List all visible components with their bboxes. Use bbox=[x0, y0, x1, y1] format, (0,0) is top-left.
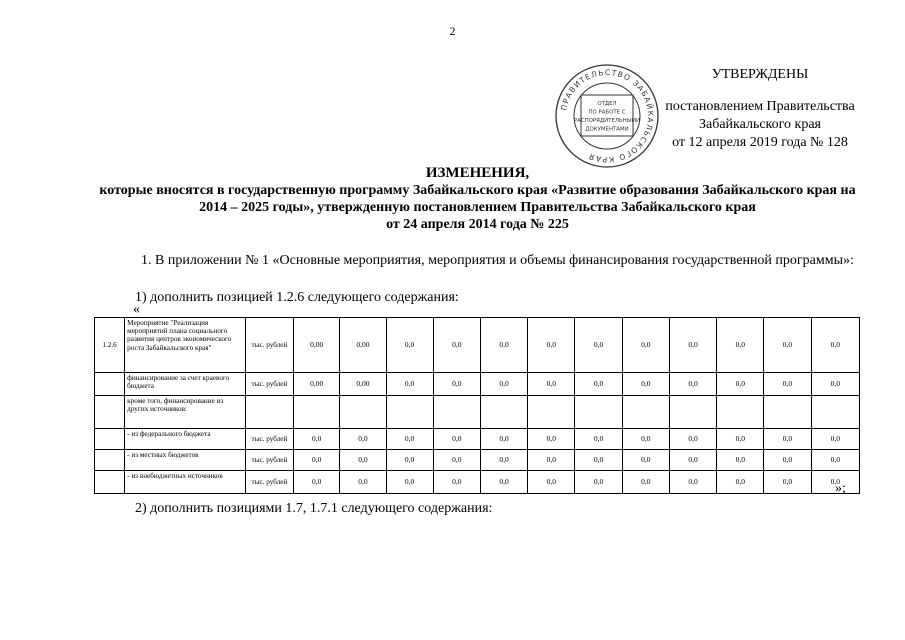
value-cell: 0,0 bbox=[340, 471, 386, 494]
value-cell bbox=[433, 396, 480, 429]
title-line-3: от 24 апреля 2014 года № 225 bbox=[386, 217, 569, 232]
table-row bbox=[95, 396, 860, 429]
stamp-center-line: ПО РАБОТЕ С bbox=[588, 109, 626, 116]
row-code bbox=[95, 450, 125, 471]
value-cell: 0,0 bbox=[669, 318, 716, 373]
stamp-center-line: РАСПОРЯДИТЕЛЬНЫМИ bbox=[573, 118, 641, 124]
value-cell bbox=[669, 396, 716, 429]
paragraph-2: 1) дополнить позицией 1.2.6 следующего содержания: bbox=[135, 290, 459, 305]
row-code bbox=[95, 471, 125, 494]
value-cell: 0,0 bbox=[811, 471, 859, 494]
value-cell: 0,0 bbox=[764, 429, 811, 450]
approval-block bbox=[655, 66, 865, 152]
value-cell: 0,0 bbox=[764, 318, 811, 373]
value-cell: 0,0 bbox=[764, 373, 811, 396]
value-cell: 0,0 bbox=[575, 373, 622, 396]
value-cell bbox=[480, 396, 527, 429]
value-cell: 0,0 bbox=[669, 373, 716, 396]
value-cell: 0,0 bbox=[622, 450, 669, 471]
value-cell: 0,0 bbox=[717, 373, 764, 396]
paragraph-3: 2) дополнить позициями 1.7, 1.7.1 следующего содержания: bbox=[135, 501, 493, 516]
value-cell: 0,0 bbox=[575, 471, 622, 494]
row-name: кроме того, финансирование из других источников: bbox=[125, 396, 246, 429]
value-cell: 0,0 bbox=[717, 471, 764, 494]
official-stamp bbox=[553, 62, 661, 170]
value-cell: 0,0 bbox=[480, 450, 527, 471]
stamp-center-line: ОТДЕЛ bbox=[597, 101, 617, 107]
value-cell: 0,0 bbox=[480, 373, 527, 396]
value-cell: 0,0 bbox=[811, 429, 859, 450]
value-cell: 0,0 bbox=[340, 429, 386, 450]
value-cell: 0,0 bbox=[669, 450, 716, 471]
value-cell: 0,0 bbox=[528, 471, 575, 494]
value-cell bbox=[622, 396, 669, 429]
value-cell: 0,0 bbox=[717, 318, 764, 373]
value-cell: 0,0 bbox=[575, 429, 622, 450]
value-cell: 0,0 bbox=[622, 373, 669, 396]
funding-table bbox=[94, 317, 860, 494]
value-cell bbox=[386, 396, 433, 429]
row-name: Мероприятие "Реализация мероприятий плана социального развития центров экономического роста Забайкальского края" bbox=[125, 318, 246, 373]
open-quote: « bbox=[133, 302, 140, 317]
value-cell: 0,00 bbox=[294, 373, 340, 396]
stamp-center-line: ДОКУМЕНТАМИ bbox=[585, 126, 629, 133]
value-cell bbox=[575, 396, 622, 429]
paragraph-1: 1. В приложении № 1 «Основные мероприятия, мероприятия и объемы финансирования государственной программы»: bbox=[141, 253, 854, 268]
value-cell bbox=[811, 396, 859, 429]
value-cell bbox=[717, 396, 764, 429]
title-line-1: ИЗМЕНЕНИЯ, bbox=[425, 165, 530, 181]
row-code bbox=[95, 396, 125, 429]
value-cell: 0,0 bbox=[386, 471, 433, 494]
value-cell: 0,0 bbox=[622, 471, 669, 494]
value-cell: 0,0 bbox=[669, 429, 716, 450]
table-row bbox=[95, 373, 860, 396]
approval-line-2: Забайкальского края bbox=[698, 117, 821, 132]
table-row bbox=[95, 471, 860, 494]
row-name: - из местных бюджетов bbox=[125, 450, 246, 471]
value-cell bbox=[528, 396, 575, 429]
title-line-2: которые вносятся в государственную программу Забайкальского края «Развитие образования Забайкальского края на 2014 – 2025 годы», утвержденную постановлением Правительства Забайкальского края bbox=[99, 183, 856, 215]
value-cell: 0,0 bbox=[528, 318, 575, 373]
value-cell: 0,0 bbox=[811, 318, 859, 373]
value-cell: 0,0 bbox=[433, 318, 480, 373]
value-cell: 0,0 bbox=[433, 373, 480, 396]
table-row bbox=[95, 318, 860, 373]
value-cell: 0,0 bbox=[717, 450, 764, 471]
value-cell: 0,0 bbox=[717, 429, 764, 450]
stamp-center-text bbox=[574, 101, 640, 133]
value-cell: 0,0 bbox=[480, 471, 527, 494]
value-cell: 0,0 bbox=[811, 450, 859, 471]
document-title bbox=[90, 165, 865, 233]
value-cell: 0,0 bbox=[386, 429, 433, 450]
value-cell bbox=[340, 396, 386, 429]
row-name: - из федерального бюджета bbox=[125, 429, 246, 450]
row-name: - из внебюджетных источников bbox=[125, 471, 246, 494]
value-cell: 0,0 bbox=[294, 471, 340, 494]
table-row bbox=[95, 429, 860, 450]
close-quote: »; bbox=[835, 481, 846, 496]
value-cell: 0,0 bbox=[433, 450, 480, 471]
value-cell: 0,0 bbox=[622, 318, 669, 373]
value-cell: 0,00 bbox=[294, 318, 340, 373]
value-cell bbox=[294, 396, 340, 429]
row-unit: тыс. рублей bbox=[245, 471, 293, 494]
value-cell: 0,00 bbox=[340, 318, 386, 373]
row-code: 1.2.6 bbox=[95, 318, 125, 373]
value-cell: 0,0 bbox=[622, 429, 669, 450]
table-row bbox=[95, 450, 860, 471]
row-unit: тыс. рублей bbox=[245, 318, 293, 373]
value-cell: 0,0 bbox=[764, 450, 811, 471]
row-unit: тыс. рублей bbox=[245, 429, 293, 450]
value-cell: 0,0 bbox=[340, 450, 386, 471]
page-number: 2 bbox=[449, 24, 456, 38]
value-cell: 0,0 bbox=[528, 373, 575, 396]
value-cell: 0,0 bbox=[386, 318, 433, 373]
row-unit: тыс. рублей bbox=[245, 373, 293, 396]
value-cell: 0,0 bbox=[433, 471, 480, 494]
row-unit bbox=[245, 396, 293, 429]
value-cell: 0,0 bbox=[528, 429, 575, 450]
row-name: финансирование за счет краевого бюджета bbox=[125, 373, 246, 396]
value-cell: 0,0 bbox=[386, 373, 433, 396]
value-cell bbox=[764, 396, 811, 429]
value-cell: 0,0 bbox=[575, 450, 622, 471]
value-cell: 0,00 bbox=[340, 373, 386, 396]
approval-heading: УТВЕРЖДЕНЫ bbox=[711, 67, 809, 82]
approval-line-3: от 12 апреля 2019 года № 128 bbox=[672, 135, 848, 150]
value-cell: 0,0 bbox=[433, 429, 480, 450]
value-cell: 0,0 bbox=[294, 450, 340, 471]
value-cell: 0,0 bbox=[294, 429, 340, 450]
row-unit: тыс. рублей bbox=[245, 450, 293, 471]
row-code bbox=[95, 373, 125, 396]
value-cell: 0,0 bbox=[811, 373, 859, 396]
stamp-ring-text: ПРАВИТЕЛЬСТВО ЗАБАЙКАЛЬСКОГО КРАЯ bbox=[559, 67, 656, 165]
value-cell: 0,0 bbox=[480, 318, 527, 373]
value-cell: 0,0 bbox=[386, 450, 433, 471]
value-cell: 0,0 bbox=[480, 429, 527, 450]
value-cell: 0,0 bbox=[764, 471, 811, 494]
approval-line-1: постановлением Правительства bbox=[665, 99, 855, 114]
row-code bbox=[95, 429, 125, 450]
value-cell: 0,0 bbox=[669, 471, 716, 494]
value-cell: 0,0 bbox=[575, 318, 622, 373]
value-cell: 0,0 bbox=[528, 450, 575, 471]
